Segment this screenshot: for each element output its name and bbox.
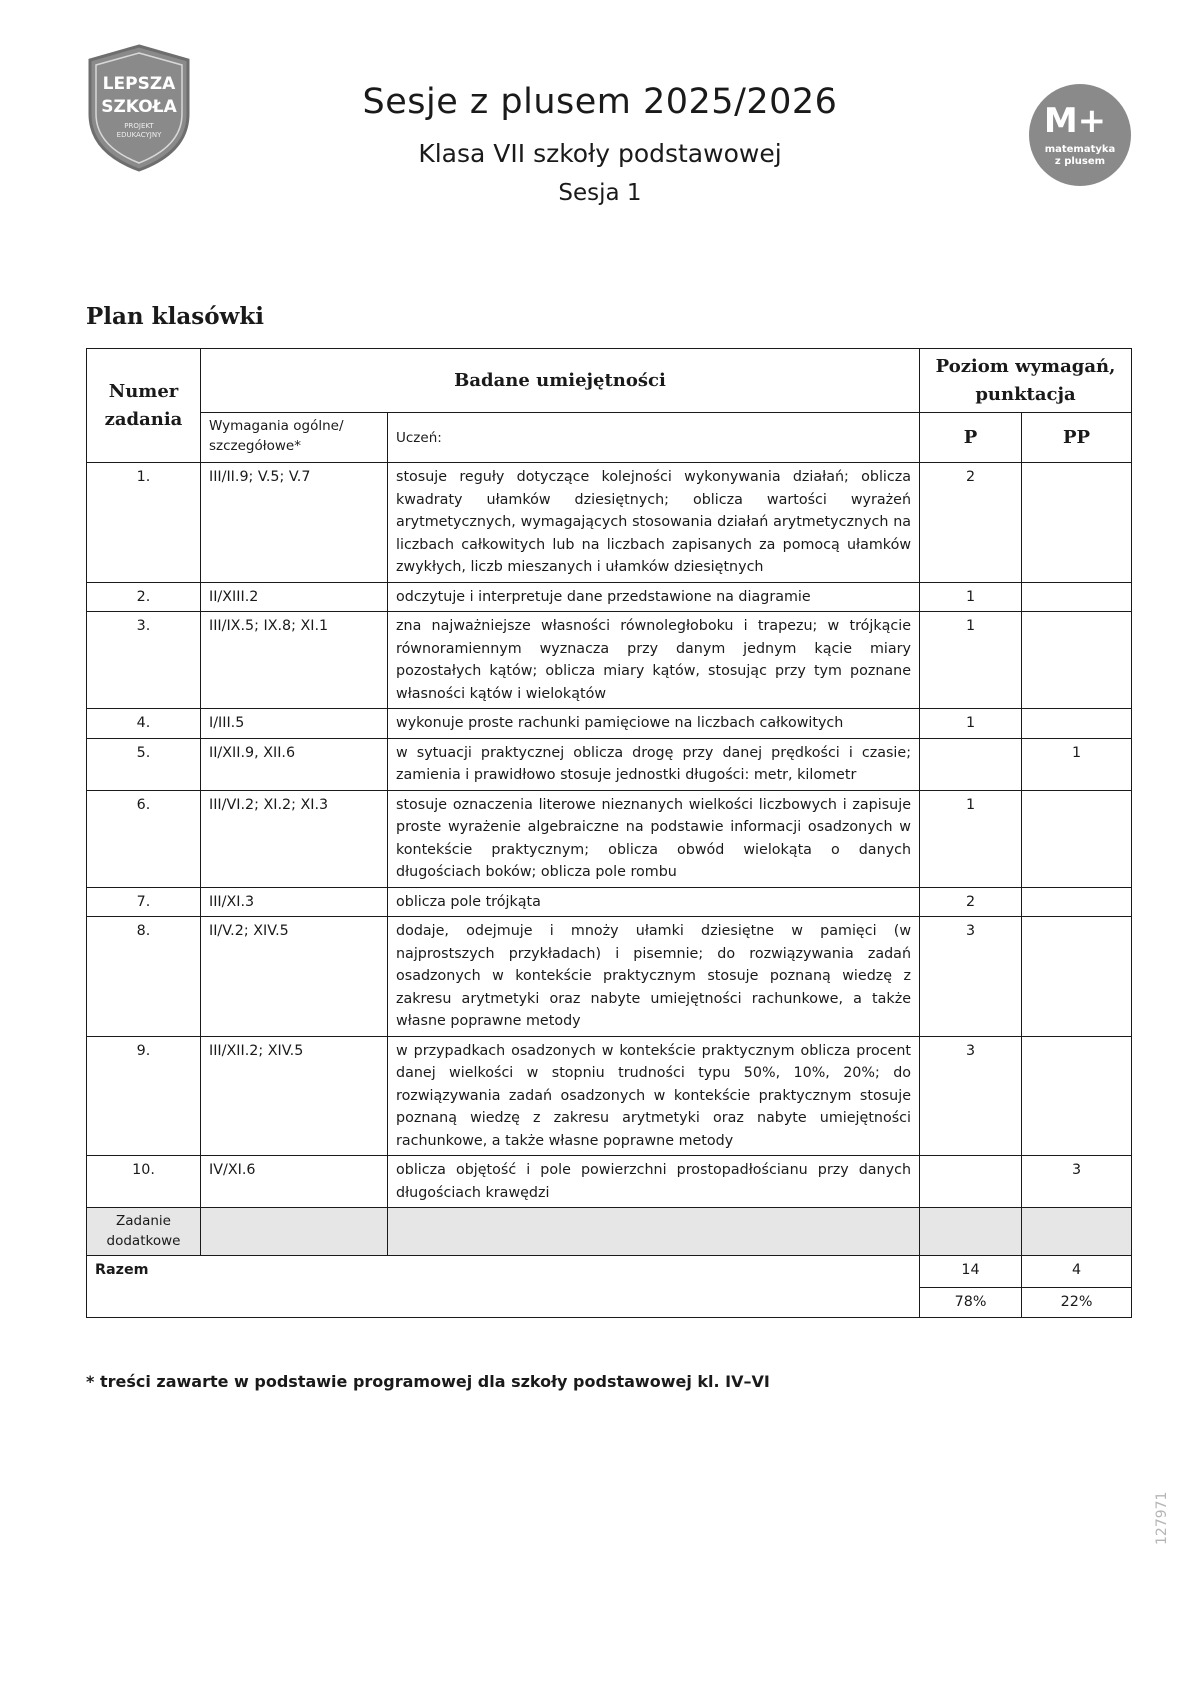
logo-right-mark: M+ <box>1043 101 1107 141</box>
table-row <box>87 612 1132 709</box>
task-points-pp: 3 <box>1022 1156 1132 1208</box>
task-points-p: 3 <box>920 917 1022 1037</box>
task-description: w sytuacji praktycznej oblicza drogę przy danej prędkości i czasie; zamienia i prawidłowo stosuje jednostki długości: metr, kilometr <box>388 738 920 790</box>
logo-right-text1: matematyka <box>1044 144 1116 155</box>
task-points-pp <box>1022 709 1132 739</box>
task-points-pp <box>1022 463 1132 583</box>
header-p: P <box>920 413 1022 463</box>
task-points-p: 1 <box>920 612 1022 709</box>
task-number: 6. <box>87 790 201 887</box>
percent-pp: 22% <box>1022 1288 1132 1318</box>
header-skills: Badane umiejętności <box>201 349 920 413</box>
session-label: Sesja 1 <box>558 180 642 206</box>
task-requirements: II/V.2; XIV.5 <box>201 917 388 1037</box>
task-description: stosuje oznaczenia literowe nieznanych wielkości liczbowych i zapisuje proste wyrażenie algebraiczne na podstawie informacji osadzonych w kontekście praktycznym; oblicza obwód wielokąta o danych długościach boków; oblicza pole rombu <box>388 790 920 887</box>
logo-left-small1: PROJEKT <box>124 122 154 130</box>
header-number: Numer zadania <box>87 349 201 463</box>
task-rows <box>87 463 1132 1208</box>
task-points-pp <box>1022 887 1132 917</box>
logo-left-line2: SZKOŁA <box>101 97 177 117</box>
task-number: 8. <box>87 917 201 1037</box>
task-requirements: III/IX.5; IX.8; XI.1 <box>201 612 388 709</box>
task-requirements: III/XI.3 <box>201 887 388 917</box>
task-points-pp <box>1022 582 1132 612</box>
task-requirements: III/XII.2; XIV.5 <box>201 1036 388 1156</box>
header-pp: PP <box>1022 413 1132 463</box>
header-level: Poziom wymagań, punktacja <box>920 349 1132 413</box>
task-requirements: I/III.5 <box>201 709 388 739</box>
table-row <box>87 790 1132 887</box>
task-points-p <box>920 1156 1022 1208</box>
extra-task-p <box>920 1208 1022 1256</box>
task-description: wykonuje proste rachunki pamięciowe na liczbach całkowitych <box>388 709 920 739</box>
extra-task-desc <box>388 1208 920 1256</box>
task-points-p: 1 <box>920 582 1022 612</box>
table-row <box>87 582 1132 612</box>
plan-table <box>86 348 1132 1318</box>
task-description: dodaje, odejmuje i mnoży ułamki dziesiętne w pamięci (w najprostszych przykładach) i pisemnie; do rozwiązywania zadań osadzonych w kontekście praktycznym stosuje poznaną wiedzę z zakresu arytmetyki oraz nabyte umiejętności rachunkowe, a także własne poprawne metody <box>388 917 920 1037</box>
extra-task-label: Zadanie dodatkowe <box>87 1208 201 1256</box>
footnote: * treści zawarte w podstawie programowej dla szkoły podstawowej kl. IV–VI <box>86 1372 770 1391</box>
task-points-p: 1 <box>920 709 1022 739</box>
task-description: oblicza pole trójkąta <box>388 887 920 917</box>
task-description: zna najważniejsze własności równoległoboku i trapezu; w trójkącie równoramiennym wyznacza przy danym jednym kącie miary pozostałych kątów; oblicza miary kątów, stosując przy tym poznane własności kątów i wielokątów <box>388 612 920 709</box>
table-row <box>87 1036 1132 1156</box>
task-requirements: II/XII.9, XII.6 <box>201 738 388 790</box>
document-id: 127971 <box>1154 1491 1170 1545</box>
task-points-p: 2 <box>920 887 1022 917</box>
task-requirements: II/XIII.2 <box>201 582 388 612</box>
table-row <box>87 738 1132 790</box>
table-row <box>87 709 1132 739</box>
table-row <box>87 463 1132 583</box>
logo-left-line1: LEPSZA <box>102 74 176 94</box>
extra-task-pp <box>1022 1208 1132 1256</box>
table-row <box>87 887 1132 917</box>
task-requirements: III/VI.2; XI.2; XI.3 <box>201 790 388 887</box>
plan-title: Plan klasówki <box>86 303 265 330</box>
task-points-p: 1 <box>920 790 1022 887</box>
task-points-pp <box>1022 917 1132 1037</box>
logo-right-text2: z plusem <box>1054 156 1106 167</box>
header-requirements: Wymagania ogólne/ szczegółowe* <box>201 413 388 463</box>
task-points-pp <box>1022 790 1132 887</box>
task-number: 2. <box>87 582 201 612</box>
task-number: 7. <box>87 887 201 917</box>
task-points-pp <box>1022 612 1132 709</box>
task-description: w przypadkach osadzonych w kontekście praktycznym oblicza procent danej wielkości w stopniu trudności typu 50%, 10%, 20%; do rozwiązywania zadań osadzonych w kontekście praktycznym stosuje poznaną wiedzę z zakresu arytmetyki oraz nabyte umiejętności rachunkowe, a także własne poprawne metody <box>388 1036 920 1156</box>
total-label: Razem <box>87 1256 920 1318</box>
task-number: 1. <box>87 463 201 583</box>
task-requirements: IV/XI.6 <box>201 1156 388 1208</box>
task-points-pp: 1 <box>1022 738 1132 790</box>
extra-task-req <box>201 1208 388 1256</box>
task-number: 10. <box>87 1156 201 1208</box>
task-number: 5. <box>87 738 201 790</box>
task-description: stosuje reguły dotyczące kolejności wykonywania działań; oblicza kwadraty ułamków dziesiętnych; oblicza wartości wyrażeń arytmetycznych, wymagających stosowania działań arytmetycznych na liczbach całkowitych lub na liczbach zapisanych za pomocą ułamków zwykłych, liczb mieszanych i ułamków dziesiętnych <box>388 463 920 583</box>
page-title: Sesje z plusem 2025/2026 <box>362 82 838 122</box>
task-requirements: III/II.9; V.5; V.7 <box>201 463 388 583</box>
total-pp: 4 <box>1022 1256 1132 1288</box>
task-points-p: 2 <box>920 463 1022 583</box>
task-points-p: 3 <box>920 1036 1022 1156</box>
logo-left-small2: EDUKACYJNY <box>116 131 162 139</box>
task-number: 9. <box>87 1036 201 1156</box>
task-points-pp <box>1022 1036 1132 1156</box>
page-subtitle: Klasa VII szkoły podstawowej <box>418 139 782 168</box>
task-description: odczytuje i interpretuje dane przedstawione na diagramie <box>388 582 920 612</box>
task-description: oblicza objętość i pole powierzchni prostopadłościanu przy danych długościach krawędzi <box>388 1156 920 1208</box>
header-student: Uczeń: <box>388 413 920 463</box>
task-points-p <box>920 738 1022 790</box>
total-p: 14 <box>920 1256 1022 1288</box>
table-row <box>87 1156 1132 1208</box>
task-number: 4. <box>87 709 201 739</box>
table-row <box>87 917 1132 1037</box>
percent-p: 78% <box>920 1288 1022 1318</box>
task-number: 3. <box>87 612 201 709</box>
